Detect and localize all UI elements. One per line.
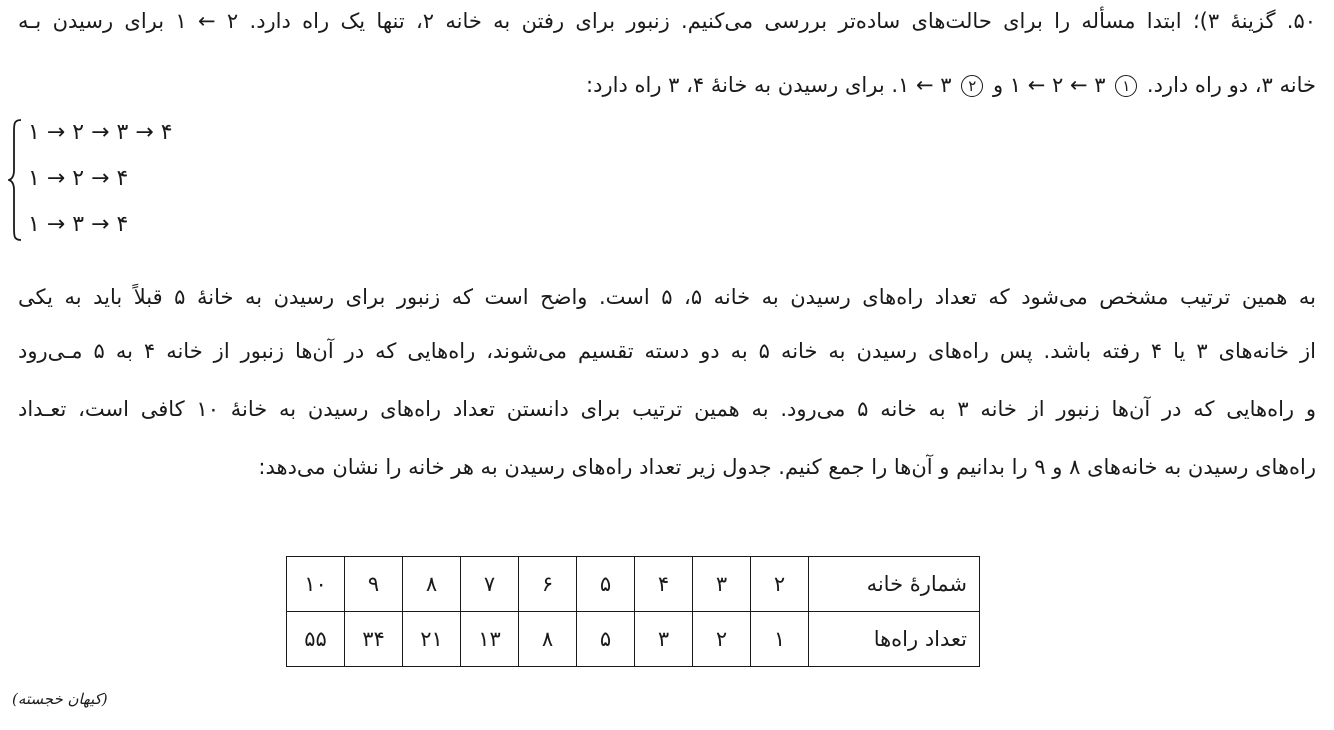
option-2-path: ۳ ← ۱. bbox=[891, 73, 952, 97]
paragraph2-line4: راه‌های رسیدن به خانه‌های ۸ و ۹ را بدانیم و آن‌ها را جمع کنیم. جدول زیر تعداد راه‌های رسیدن به هر خانه را نشان می‌دهد: bbox=[258, 455, 1316, 479]
table-cell: ۱۳ bbox=[461, 612, 519, 667]
and-word: و bbox=[992, 73, 1004, 97]
paragraph1-line2 bbox=[18, 70, 1316, 100]
table-cell: ۳ bbox=[693, 557, 751, 612]
table-row-label: تعداد راه‌ها bbox=[809, 612, 980, 667]
left-brace-icon bbox=[8, 118, 22, 242]
table-cell: ۵ bbox=[577, 612, 635, 667]
author-signature: (کیهان خجسته) bbox=[12, 690, 108, 708]
table-cell: ۸ bbox=[403, 557, 461, 612]
table-cell: ۸ bbox=[519, 612, 577, 667]
case-3: ۱ → ۳ → ۴ bbox=[28, 212, 129, 237]
ways-table bbox=[286, 556, 980, 667]
table-cell: ۱ bbox=[751, 612, 809, 667]
table-cell: ۶ bbox=[519, 557, 577, 612]
line2-start: خانه ۳، دو راه دارد. bbox=[1146, 73, 1316, 97]
option-1-circle: ۱ bbox=[1115, 75, 1137, 97]
table-cell: ۲ bbox=[693, 612, 751, 667]
table-cell: ۵۵ bbox=[287, 612, 345, 667]
table-cell: ۱۰ bbox=[287, 557, 345, 612]
case-1: ۱ → ۲ → ۳ → ۴ bbox=[28, 120, 173, 145]
case-2: ۱ → ۲ → ۴ bbox=[28, 166, 129, 191]
line2-end: برای رسیدن به خانهٔ ۴، ۳ راه دارد: bbox=[586, 73, 885, 97]
paragraph2-line2: از خانه‌های ۳ یا ۴ رفته باشد. پس راه‌های رسیدن به خانه ۵ به دو دسته تقسیم می‌شوند، راه‌هایی که در آن‌ها زنبور از خانه ۴ به ۵ مـی‌رود bbox=[18, 339, 1316, 363]
table-cell: ۵ bbox=[577, 557, 635, 612]
table-cell: ۴ bbox=[635, 557, 693, 612]
table-cell: ۳۴ bbox=[345, 612, 403, 667]
table-cell: ۲ bbox=[751, 557, 809, 612]
option-2-circle: ۲ bbox=[961, 75, 983, 97]
table-cell: ۲۱ bbox=[403, 612, 461, 667]
paragraph1-line1: ۵۰. گزینهٔ ۳)؛ ابتدا مسأله را برای حالت‌های ساده‌تر بررسی می‌کنیم. زنبور برای رفتن به خانه ۲، تنها یک راه دارد. ۲ ← ۱ برای رسیدن بـه bbox=[18, 9, 1316, 33]
table-cell: ۷ bbox=[461, 557, 519, 612]
table-cell: ۹ bbox=[345, 557, 403, 612]
paragraph2-line1: به همین ترتیب مشخص می‌شود که تعداد راه‌های رسیدن به خانه ۵، ۵ است. واضح است که زنبور برای رسیدن به خانهٔ ۵ قبلاً باید به یکی bbox=[18, 285, 1316, 309]
option-1-path: ۳ ← ۲ ← ۱ bbox=[1009, 73, 1106, 97]
paragraph2-line3: و راه‌هایی که در آن‌ها زنبور از خانه ۳ به خانه ۵ می‌رود. به همین ترتیب برای دانستن تعداد راه‌های رسیدن به خانهٔ ۱۰ کافی است، تعـداد bbox=[18, 397, 1316, 421]
table-row-house-number bbox=[287, 557, 980, 612]
table-row-label: شمارهٔ خانه bbox=[809, 557, 980, 612]
table-cell: ۳ bbox=[635, 612, 693, 667]
table-row-ways-count bbox=[287, 612, 980, 667]
